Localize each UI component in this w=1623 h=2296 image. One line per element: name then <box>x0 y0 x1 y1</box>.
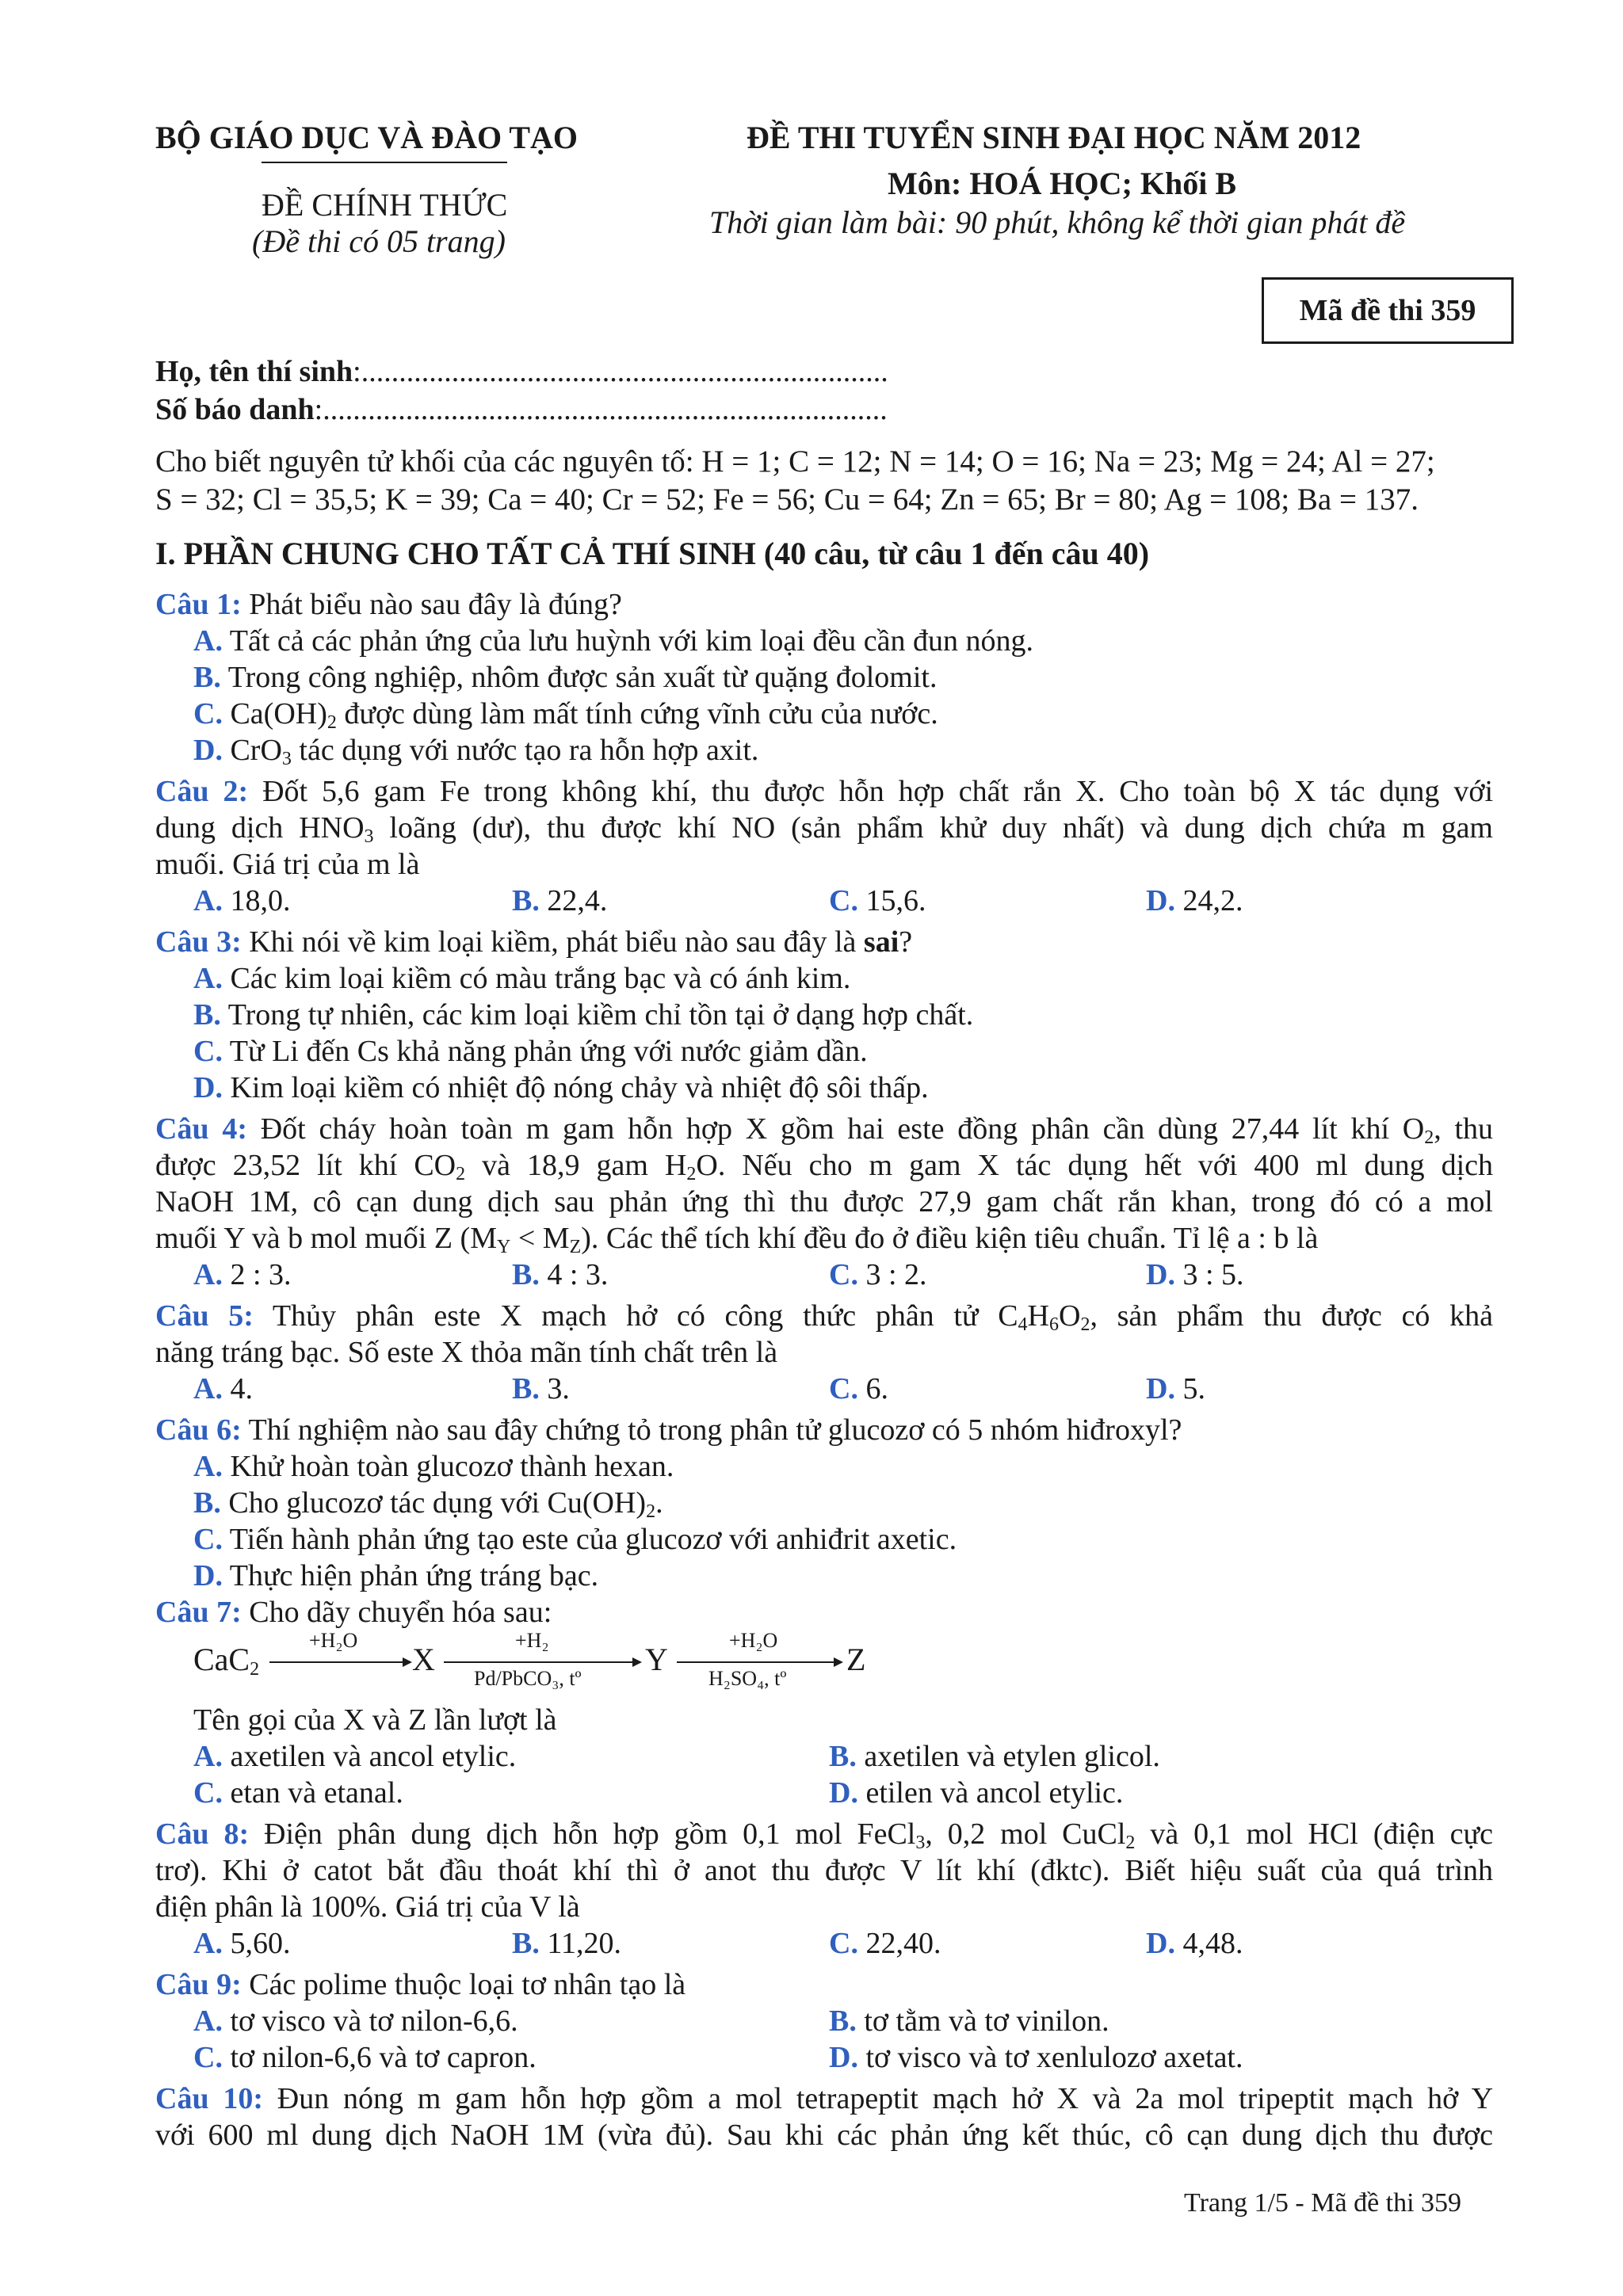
q9-option-a: A. tơ visco và tơ nilon-6,6. <box>193 2004 518 2038</box>
scheme-start: CaC$_2$ <box>193 1642 260 1680</box>
q5-line-2: năng tráng bạc. Số este X thỏa mãn tính chất trên là <box>155 1336 778 1369</box>
candidate-id-row <box>155 391 888 428</box>
question-3: Câu 3: Khi nói về kim loại kiềm, phát biểu nào sau đây là sai? <box>155 925 913 959</box>
atomic-masses-line-2: S = 32; Cl = 35,5; K = 39; Ca = 40; Cr = 52; Fe = 56; Cu = 64; Zn = 65; Br = 80; Ag = 108; Ba = 137. <box>155 482 1419 517</box>
question-5: Câu 5: Thủy phân este X mạch hở có công thức phân tử $C_4H_6O_2$, sản phẩm thu được có khả <box>155 1299 1493 1335</box>
scheme-z: Z <box>846 1642 866 1677</box>
question-4: Câu 4: Đốt cháy hoàn toàn m gam hỗn hợp X gồm hai este đồng phân cần dùng 27,44 lít khí $O_2$, thu <box>155 1112 1494 1148</box>
scheme-y: Y <box>645 1642 668 1677</box>
candidate-id-dots: :........................................................................... <box>314 393 888 426</box>
exam-code-box <box>1262 277 1514 344</box>
q9-option-b: B. tơ tằm và tơ vinilon. <box>829 2004 1109 2038</box>
q6-option-b: B. Cho glucozơ tác dụng với $Cu(OH)_2$. <box>193 1486 663 1522</box>
q1-option-b: B. Trong công nghiệp, nhôm được sản xuất từ quặng đolomit. <box>193 661 938 694</box>
question-stem: Phát biểu nào sau đây là đúng? <box>241 588 622 621</box>
section-title: I. PHẦN CHUNG CHO TẤT CẢ THÍ SINH (40 câu, từ câu 1 đến câu 40) <box>155 536 1150 571</box>
q7-option-a: A. axetilen và ancol etylic. <box>193 1740 517 1773</box>
atomic-masses-line-1: Cho biết nguyên tử khối của các nguyên tố: H = 1; C = 12; N = 14; O = 16; Na = 23; Mg = 24; Al = 27; <box>155 444 1435 479</box>
exam-code: Mã đề thi 359 <box>1299 294 1476 327</box>
q3-option-b: B. Trong tự nhiên, các kim loại kiềm chỉ tồn tại ở dạng hợp chất. <box>193 998 974 1032</box>
q4-line-3: NaOH 1M, cô cạn dung dịch sau phản ứng thì thu được 27,9 gam chất rắn khan, trong đó có a mol <box>155 1185 1493 1219</box>
arrow-1-label: +H₂O <box>309 1629 358 1652</box>
question-number: Câu 1: <box>155 588 242 621</box>
q5-option-d: D. 5. <box>1146 1372 1205 1405</box>
q4-option-a: A. 2 : 3. <box>193 1258 292 1291</box>
q1-option-d: D. CrO$_3$ tác dụng với nước tạo ra hỗn hợp axit. <box>193 734 759 769</box>
q8-option-b: B. 11,20. <box>512 1927 621 1960</box>
arrow-2-bottom-label: Pd/PbCO₃, tº <box>474 1667 582 1690</box>
pages-note: (Đề thi có 05 trang) <box>252 223 506 259</box>
page-footer: Trang 1/5 - Mã đề thi 359 <box>1184 2188 1462 2218</box>
q2-option-d: D. 24,2. <box>1146 884 1243 917</box>
candidate-name-dots: :...................................................................... <box>353 355 888 388</box>
question-2: Câu 2: Đốt 5,6 gam Fe trong không khí, thu được hỗn hợp chất rắn X. Cho toàn bộ X tác dụng với <box>155 775 1494 808</box>
q8-option-a: A. 5,60. <box>193 1927 291 1960</box>
q7-option-d: D. etilen và ancol etylic. <box>829 1776 1124 1810</box>
subject-line: Môn: HOÁ HỌC; Khối B <box>888 166 1237 201</box>
arrow-2-top-label: +H₂ <box>515 1629 549 1652</box>
candidate-id-label: Số báo danh <box>155 393 315 426</box>
arrow-1 <box>269 1656 412 1669</box>
q6-option-a: A. Khử hoàn toàn glucozơ thành hexan. <box>193 1450 674 1483</box>
official-label: ĐỀ CHÍNH THỨC <box>262 187 508 223</box>
question-9: Câu 9: Các polime thuộc loại tơ nhân tạo là <box>155 1968 686 2001</box>
q2-line-3: muối. Giá trị của m là <box>155 848 420 881</box>
q7-option-c: C. etan và etanal. <box>193 1776 403 1810</box>
ministry-name: BỘ GIÁO DỤC VÀ ĐÀO TẠO <box>155 120 579 155</box>
q9-option-c: C. tơ nilon-6,6 và tơ capron. <box>193 2041 537 2074</box>
q4-line-2: được 23,52 lít khí $CO_2$ và 18,9 gam $H_2O$. Nếu cho m gam X tác dụng hết với 400 ml dung dịch <box>155 1149 1493 1184</box>
q5-option-c: C. 6. <box>829 1372 888 1405</box>
time-note: Thời gian làm bài: 90 phút, không kể thời gian phát đề <box>709 204 1406 240</box>
q2-line-2: dung dịch $HNO_3$ loãng (dư), thu được khí NO (sản phẩm khử duy nhất) và dung dịch chứa m gam <box>155 811 1493 847</box>
q7-option-b: B. axetilen và etylen glicol. <box>829 1740 1160 1773</box>
q8-option-d: D. 4,48. <box>1146 1927 1243 1960</box>
q10-line-2: với 600 ml dung dịch NaOH 1M (vừa đủ). Sau khi các phản ứng kết thúc, cô cạn dung dịch thu được <box>155 2119 1493 2152</box>
question-7: Câu 7: Cho dãy chuyển hóa sau: <box>155 1596 552 1629</box>
q3-option-a: A. Các kim loại kiềm có màu trắng bạc và có ánh kim. <box>193 962 851 995</box>
q4-option-c: C. 3 : 2. <box>829 1258 927 1291</box>
q8-line-3: điện phân là 100%. Giá trị của V là <box>155 1890 580 1924</box>
q4-option-d: D. 3 : 5. <box>1146 1258 1244 1291</box>
q2-option-c: C. 15,6. <box>829 884 926 917</box>
q4-line-4: muối Y và b mol muối Z $(M_Y < M_Z)$. Các thể tích khí đều đo ở điều kiện tiêu chuẩn. Tỉ lệ a : b là <box>155 1222 1319 1257</box>
arrow-3-top-label: +H₂O <box>729 1629 778 1652</box>
arrow-3-bottom-label: H₂SO₄, tº <box>708 1667 787 1690</box>
q8-option-c: C. 22,40. <box>829 1927 941 1960</box>
q2-option-b: B. 22,4. <box>512 884 608 917</box>
q5-option-b: B. 3. <box>512 1372 570 1405</box>
q6-option-d: D. Thực hiện phản ứng tráng bạc. <box>193 1559 599 1592</box>
q2-option-a: A. 18,0. <box>193 884 291 917</box>
candidate-name-label: Họ, tên thí sinh <box>155 355 353 388</box>
q3-option-d: D. Kim loại kiềm có nhiệt độ nóng chảy và nhiệt độ sôi thấp. <box>193 1071 929 1104</box>
candidate-name-row <box>155 353 888 390</box>
q4-option-b: B. 4 : 3. <box>512 1258 609 1291</box>
question-8: Câu 8: Điện phân dung dịch hỗn hợp gồm 0,1 mol FeCl$_3$, 0,2 mol CuCl$_2$ và 0,1 mol HCl (điện cực <box>155 1817 1494 1853</box>
question-10: Câu 10: Đun nóng m gam hỗn hợp gồm a mol tetrapeptit mạch hở X và 2a mol tripeptit mạch hở Y <box>155 2082 1494 2115</box>
question-6: Câu 6: Thí nghiệm nào sau đây chứng tỏ trong phân tử glucozơ có 5 nhóm hiđroxyl? <box>155 1413 1182 1447</box>
q1-option-a: A. Tất cả các phản ứng của lưu huỳnh với kim loại đều cần đun nóng. <box>193 624 1033 658</box>
q3-option-c: C. Từ Li đến Cs khả năng phản ứng với nước giảm dần. <box>193 1035 868 1068</box>
q9-option-d: D. tơ visco và tơ xenlulozơ axetat. <box>829 2041 1243 2074</box>
header-divider <box>262 162 507 163</box>
q1-option-c: C. $Ca(OH)_2$ được dùng làm mất tính cứng vĩnh cửu của nước. <box>193 697 938 733</box>
question-1 <box>155 586 622 623</box>
q7-ask: Tên gọi của X và Z lần lượt là <box>193 1703 557 1737</box>
q8-line-2: trơ). Khi ở catot bắt đầu thoát khí thì ở anot thu được V lít khí (đktc). Biết hiệu suất của quá trình <box>155 1854 1493 1887</box>
scheme-x: X <box>412 1642 435 1677</box>
q5-option-a: A. 4. <box>193 1372 253 1405</box>
q6-option-c: C. Tiến hành phản ứng tạo este của glucozơ với anhiđrit axetic. <box>193 1523 957 1556</box>
exam-title: ĐỀ THI TUYỂN SINH ĐẠI HỌC NĂM 2012 <box>747 120 1361 155</box>
